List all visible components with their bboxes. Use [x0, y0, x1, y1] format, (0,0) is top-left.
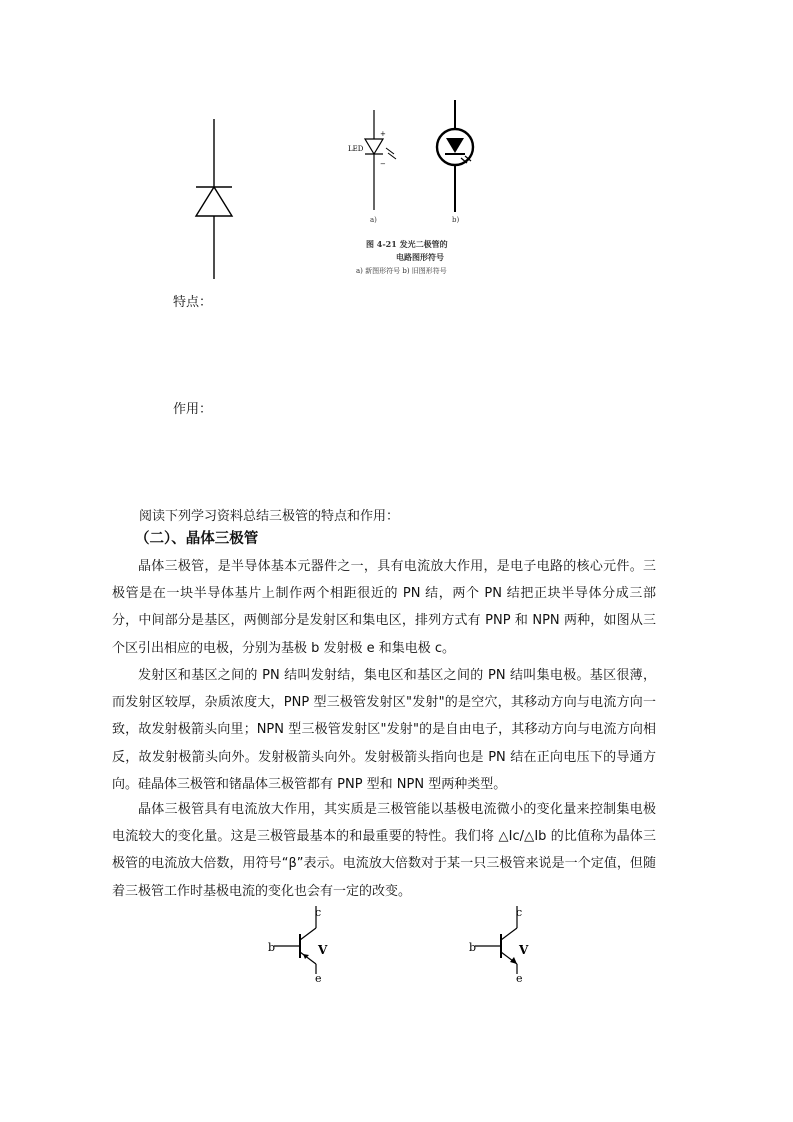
paragraph-intro: 晶体三极管，是半导体基本元器件之一，具有电流放大作用，是电子电路的核心元件。三极管是在一块半导体基片上制作两个相距很近的 PN 结，两个 PN 结把正块半导体分成三部分，中间部分是基区，两侧部分是发射区和集电区，排列方式有 PNP 和 NPN 两种，如图从三个区引出相应的电极，分别为基极 b 发射极 e 和集电极 c。	[112, 559, 656, 656]
transistor-symbol-pnp	[262, 902, 342, 986]
figure-label-b: b)	[452, 216, 460, 224]
instruction-text: 阅读下列学习资料总结三极管的特点和作用：	[139, 509, 400, 524]
led-minus-sign: −	[380, 160, 386, 168]
transistor-symbol-npn	[463, 902, 543, 986]
section-heading: （二）、晶体三极管	[135, 531, 259, 547]
transistor2-collector-label: c	[516, 906, 523, 919]
figure-caption-title: 图 4-21 发光二极管的	[366, 239, 448, 249]
transistor1-base-label: b	[268, 941, 276, 954]
transistor2-name-label: V	[519, 943, 529, 957]
led-plus-sign: +	[380, 130, 386, 138]
transistor1-collector-label: c	[315, 906, 322, 919]
transistor1-name-label: V	[318, 943, 328, 957]
features-label: 特点：	[173, 295, 213, 310]
figure-label-a: a)	[370, 216, 377, 224]
paragraph-junctions: 发射区和基区之间的 PN 结叫发射结，集电区和基区之间的 PN 结叫集电极。基区很薄，而发射区较厚，杂质浓度大，PNP 型三极管发射区"发射"的是空穴，其移动方向与电流方向一致，故发射极箭头向里；NPN 型三极管发射区"发射"的是自由电子，其移动方向与电流方向相反，故发射极箭头向外。发射极箭头向外。发射极箭头指向也是 PN 结在正向电压下的导通方向。硅晶体三极管和锗晶体三极管都有 PNP 型和 NPN 型两种类型。	[112, 668, 656, 792]
led-label: LED	[348, 145, 364, 153]
function-label: 作用：	[173, 402, 213, 417]
paragraph-amplification: 晶体三极管具有电流放大作用，其实质是三极管能以基极电流微小的变化量来控制集电极电流较大的变化量。这是三极管最基本的和最重要的特性。我们将 △Ic/△Ib 的比值称为晶体三极管的电流放大倍数，用符号“β”表示。电流放大倍数对于某一只三极管来说是一个定值，但随着三极管工作时基极电流的变化也会有一定的改变。	[112, 802, 656, 899]
transistor2-base-label: b	[469, 941, 477, 954]
transistor2-emitter-label: e	[516, 972, 523, 985]
transistor1-emitter-label: e	[315, 972, 322, 985]
led-new-symbol	[340, 110, 420, 220]
led-old-symbol	[425, 100, 485, 220]
figure-caption-legend: a) 新图形符号 b) 旧图形符号	[356, 267, 447, 275]
diode-symbol	[190, 115, 240, 285]
figure-caption-subtitle: 电路图形符号	[396, 252, 444, 262]
